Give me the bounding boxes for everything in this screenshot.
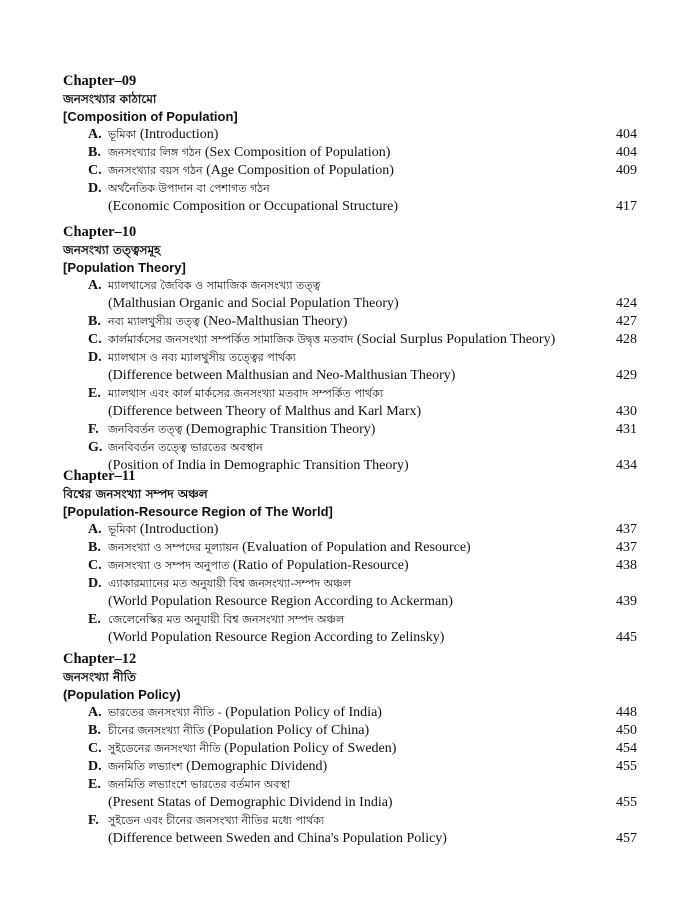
- chapter-title-english: [Population Theory]: [63, 260, 186, 275]
- chapter-label: Chapter–11: [63, 468, 136, 484]
- entry-letter: D.: [88, 350, 102, 365]
- entry-text-english: (Difference between Malthusian and Neo-Malthusian Theory): [108, 368, 456, 383]
- entry-text: [108, 830, 447, 848]
- entry-letter: E.: [88, 386, 101, 401]
- entry-letter: F.: [88, 422, 99, 437]
- entry-text-bengali: জেলেনেস্কির মত অনুযায়ী বিশ্ব জনসংখ্যা সম্পদ অঞ্চল: [108, 613, 345, 626]
- entry-letter: F.: [88, 813, 99, 828]
- entry-text-bengali: ভারতের জনসংখ্যা নীতি -: [108, 706, 222, 719]
- page-number: 439: [616, 594, 637, 609]
- entry-text: [108, 385, 383, 403]
- entry-text-bengali: ম্যালথাস এবং কার্ল মার্কসের জনসংখ্যা মতবাদ সম্পর্কিত পার্থক্য: [108, 387, 384, 400]
- entry-text-bengali: জনসংখ্যার বয়স গঠন: [108, 164, 203, 177]
- toc-entry: [0, 313, 700, 331]
- entry-text-english: (World Population Resource Region According to Ackerman): [108, 594, 453, 609]
- toc-entry: [0, 521, 700, 539]
- entry-letter: A.: [88, 127, 102, 142]
- page-number: 437: [616, 522, 637, 537]
- entry-text-english: (Age Composition of Population): [202, 163, 394, 178]
- entry-text-bengali: জনমিতি লভ্যাংশে ভারতের বর্তমান অবস্থা: [108, 778, 291, 791]
- chapter-title-english: [Composition of Population]: [63, 109, 238, 124]
- entry-letter: G.: [88, 440, 103, 455]
- entry-text: [108, 758, 327, 776]
- chapter-label: Chapter–09: [63, 73, 137, 89]
- toc-entry: [0, 367, 700, 385]
- page-number: 454: [616, 741, 637, 756]
- toc-entry: [0, 557, 700, 575]
- entry-text-bengali: অর্থনৈতিক উপাদান বা পেশাগত গঠন: [108, 182, 270, 195]
- entry-text: [108, 776, 290, 794]
- entry-letter: C.: [88, 558, 102, 573]
- toc-entry: [0, 439, 700, 457]
- entry-text: [108, 794, 393, 812]
- entry-text: [108, 557, 409, 575]
- toc-entry: [0, 162, 700, 180]
- toc-entry: [0, 403, 700, 421]
- entry-text-bengali: চীনের জনসংখ্যা নীতি: [108, 724, 205, 737]
- entry-text: [108, 144, 390, 162]
- entry-letter: B.: [88, 723, 101, 738]
- entry-text: [108, 277, 320, 295]
- entry-text: [108, 313, 347, 331]
- chapter-title-bengali: জনসংখ্যার কাঠামো: [63, 92, 157, 106]
- entry-text-bengali: ভূমিকা: [108, 523, 137, 536]
- toc-entry: [0, 198, 700, 216]
- toc-entry: [0, 385, 700, 403]
- page-number: 424: [616, 296, 637, 311]
- page-number: 455: [616, 759, 637, 774]
- entry-text-english: (Population Policy of Sweden): [220, 741, 397, 756]
- page-number: 404: [616, 145, 637, 160]
- entry-text: [108, 539, 471, 557]
- toc-entry: [0, 722, 700, 740]
- toc-entry: [0, 421, 700, 439]
- entry-text-english: (Population Policy of India): [221, 705, 382, 720]
- page-number: 434: [616, 458, 637, 473]
- entry-text-bengali: ভূমিকা: [108, 128, 137, 141]
- entry-text-english: (Malthusian Organic and Social Population Theory): [108, 296, 399, 311]
- entry-letter: C.: [88, 163, 102, 178]
- entry-letter: C.: [88, 332, 102, 347]
- entry-text: [108, 629, 444, 647]
- entry-text: [108, 126, 218, 144]
- toc-entry: [0, 776, 700, 794]
- entry-text-bengali: জনসংখ্যা ও সম্পদ অনুপাত: [108, 559, 230, 572]
- page-number: 428: [616, 332, 637, 347]
- entry-text-bengali: ম্যালথাস ও নব্য ম্যালথুসীয় তত্ত্বের পার্থক্য: [108, 351, 296, 364]
- chapter-label: Chapter–12: [63, 651, 137, 667]
- chapter-label: Chapter–10: [63, 224, 137, 240]
- toc-entry: [0, 331, 700, 349]
- entry-text-english: (Introduction): [136, 522, 219, 537]
- toc-entry: [0, 794, 700, 812]
- entry-text-english: (World Population Resource Region According to Zelinsky): [108, 630, 445, 645]
- toc-entry: [0, 144, 700, 162]
- chapter-title-english: (Population Policy): [63, 687, 181, 702]
- entry-text-english: (Evaluation of Population and Resource): [238, 540, 471, 555]
- entry-text-english: (Present Statas of Demographic Dividend in India): [108, 795, 393, 810]
- page-number: 430: [616, 404, 637, 419]
- page-number: 445: [616, 630, 637, 645]
- entry-text-english: (Sex Composition of Population): [201, 145, 391, 160]
- entry-text-bengali: জনবিবর্তন তত্ত্বে ভারতের অবস্থান: [108, 441, 263, 454]
- entry-text: [108, 575, 351, 593]
- entry-letter: E.: [88, 612, 101, 627]
- entry-text-english: (Introduction): [136, 127, 219, 142]
- entry-text-bengali: নব্য ম্যালথুসীয় তত্ত্ব: [108, 315, 200, 328]
- toc-entry: [0, 812, 700, 830]
- page-number: 404: [616, 127, 637, 142]
- toc-entry: [0, 277, 700, 295]
- toc-entry: [0, 349, 700, 367]
- entry-letter: D.: [88, 576, 102, 591]
- toc-entry: [0, 704, 700, 722]
- chapter-title-bengali: বিশ্বের জনসংখ্যা সম্পদ অঞ্চল: [63, 487, 208, 501]
- entry-text-bengali: জনসংখ্যা ও সম্পদের মূল্যায়ন: [108, 541, 239, 554]
- entry-text: [108, 722, 369, 740]
- toc-entry: [0, 180, 700, 198]
- page-number: 457: [616, 831, 637, 846]
- entry-text-bengali: সুইডেনের জনসংখ্যা নীতি: [108, 742, 221, 755]
- entry-text-english: (Neo-Malthusian Theory): [199, 314, 348, 329]
- page-number: 429: [616, 368, 637, 383]
- entry-text-english: (Economic Composition or Occupational Structure): [108, 199, 399, 214]
- entry-text: [108, 704, 382, 722]
- toc-entry: [0, 740, 700, 758]
- toc-entry: [0, 575, 700, 593]
- entry-text: [108, 403, 421, 421]
- entry-text-bengali: জনসংখ্যার লিঙ্গ গঠন: [108, 146, 202, 159]
- entry-letter: D.: [88, 181, 102, 196]
- chapter-title-english: [Population-Resource Region of The World]: [63, 504, 333, 519]
- entry-letter: A.: [88, 278, 102, 293]
- entry-text-english: (Demographic Dividend): [182, 759, 328, 774]
- chapter-title-bengali: জনসংখ্যা তত্ত্বসমূহ: [63, 243, 161, 257]
- toc-entry: [0, 539, 700, 557]
- entry-letter: D.: [88, 759, 102, 774]
- entry-text-bengali: ম্যালথাসের জৈবিক ও সামাজিক জনসংখ্যা তত্ত্ব: [108, 279, 321, 292]
- page-number: 448: [616, 705, 637, 720]
- entry-text-english: (Difference between Theory of Malthus and Karl Marx): [108, 404, 422, 419]
- page-number: 438: [616, 558, 637, 573]
- entry-text: [108, 812, 324, 830]
- entry-text-english: (Difference between Sweden and China's Population Policy): [108, 831, 447, 846]
- page-number: 455: [616, 795, 637, 810]
- page-number: 450: [616, 723, 637, 738]
- entry-text-english: (Position of India in Demographic Transition Theory): [108, 458, 409, 473]
- page-number: 427: [616, 314, 637, 329]
- toc-entry: [0, 758, 700, 776]
- toc-entry: [0, 593, 700, 611]
- toc-entry: [0, 295, 700, 313]
- entry-text-bengali: এ্যাকারম্যানের মত অনুযায়ী বিশ্ব জনসংখ্যা-সম্পদ অঞ্চল: [108, 577, 351, 590]
- toc-entry: [0, 629, 700, 647]
- page-number: 409: [616, 163, 637, 178]
- entry-letter: A.: [88, 522, 102, 537]
- entry-text-english: (Population Policy of China): [204, 723, 370, 738]
- entry-letter: A.: [88, 705, 102, 720]
- entry-text-bengali: জনবিবর্তন তত্ত্ব: [108, 423, 183, 436]
- toc-entry: [0, 126, 700, 144]
- entry-letter: B.: [88, 540, 101, 555]
- entry-text: [108, 367, 455, 385]
- entry-letter: C.: [88, 741, 102, 756]
- entry-text: [108, 295, 399, 313]
- entry-text: [108, 611, 344, 629]
- page-number: 437: [616, 540, 637, 555]
- entry-text-english: (Ratio of Population-Resource): [229, 558, 409, 573]
- entry-text-english: (Social Surplus Population Theory): [353, 332, 556, 347]
- entry-text: [108, 593, 453, 611]
- entry-text-bengali: সুইডেন এবং চীনের জনসংখ্যা নীতির মধ্যে পার্থক্য: [108, 814, 325, 827]
- entry-text-english: (Demographic Transition Theory): [182, 422, 376, 437]
- entry-text: [108, 740, 396, 758]
- entry-text: [108, 521, 218, 539]
- entry-text-bengali: জনমিতি লভ্যাংশ: [108, 760, 183, 773]
- entry-text: [108, 439, 263, 457]
- entry-letter: B.: [88, 314, 101, 329]
- chapter-title-bengali: জনসংখ্যা নীতি: [63, 670, 137, 684]
- entry-letter: B.: [88, 145, 101, 160]
- page-number: 417: [616, 199, 637, 214]
- entry-text: [108, 198, 398, 216]
- entry-text: [108, 162, 394, 180]
- entry-letter: E.: [88, 777, 101, 792]
- toc-entry: [0, 611, 700, 629]
- entry-text: [108, 331, 555, 349]
- entry-text: [108, 349, 296, 367]
- toc-entry: [0, 830, 700, 848]
- entry-text-bengali: কার্লমার্কসের জনসংখ্যা সম্পর্কিত সামাজিক উদ্বৃত্ত মতবাদ: [108, 333, 354, 346]
- page-number: 431: [616, 422, 637, 437]
- entry-text: [108, 421, 375, 439]
- entry-text: [108, 180, 270, 198]
